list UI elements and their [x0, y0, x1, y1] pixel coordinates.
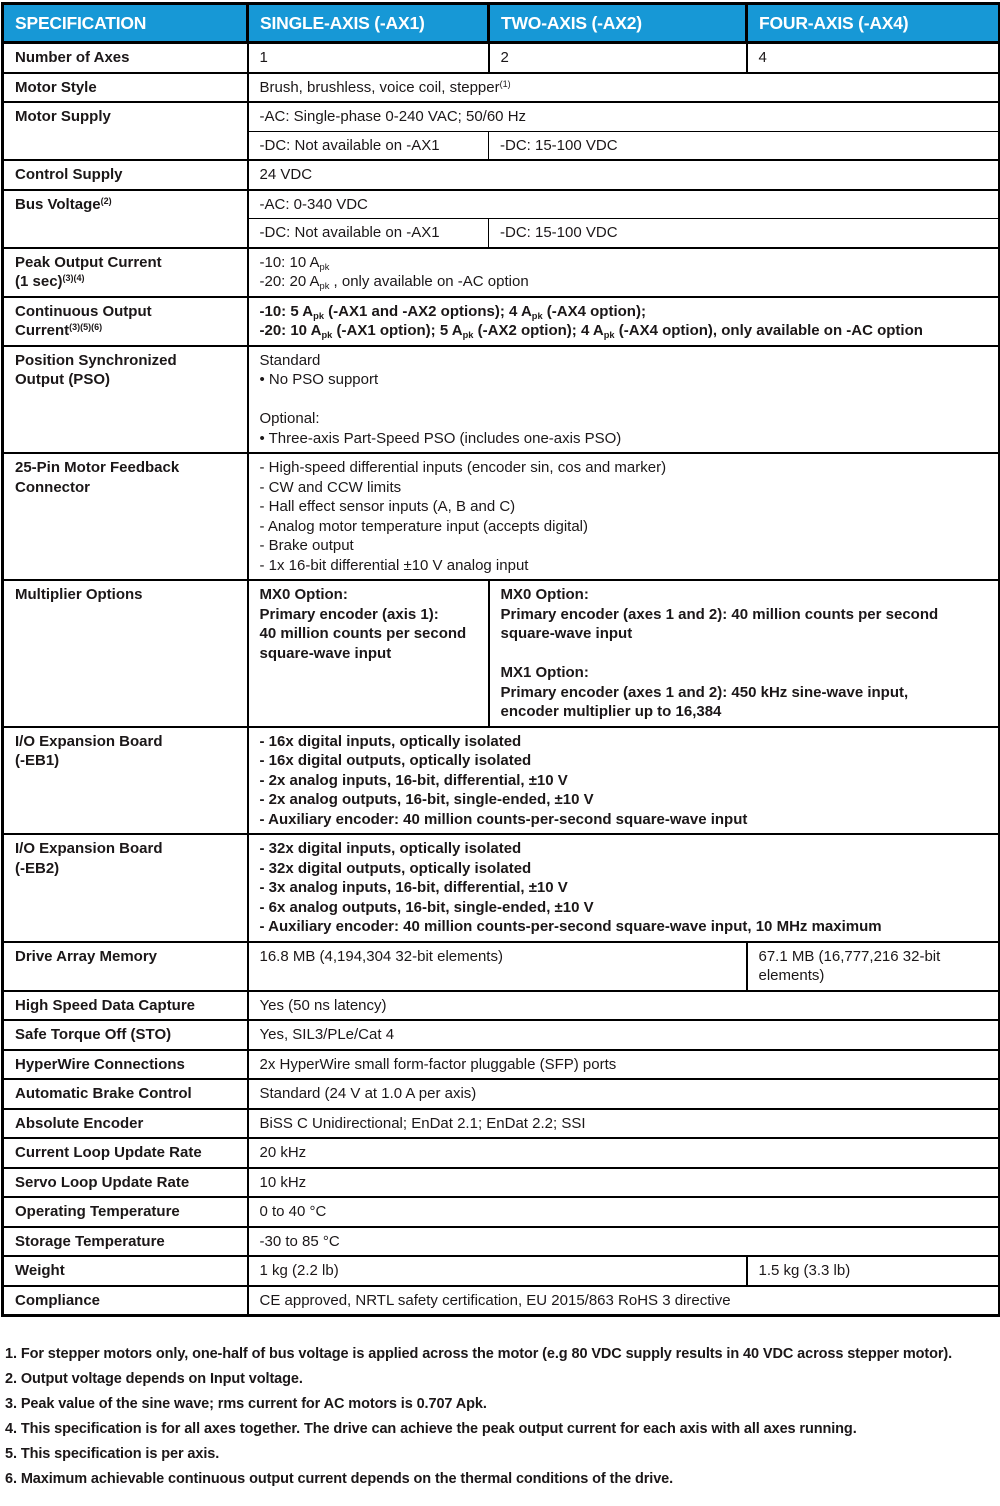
label-servo-loop-update-rate: Servo Loop Update Rate: [3, 1168, 248, 1198]
row-compliance: [3, 1286, 1000, 1316]
value-bus-voltage-ac: -AC: 0-340 VDC: [248, 190, 1000, 219]
value-io-expansion-eb2: - 32x digital inputs, optically isolated - 32x digital outputs, optically isolated - 3x analog inputs, 16-bit, differential, ±10 V - 6x analog outputs, 16-bit, single-ended, ±10 V - Auxiliary encoder: 40 million counts-per-second square-wave input, 10 MHz maximum: [248, 834, 1000, 942]
label-safe-torque-off: Safe Torque Off (STO): [3, 1020, 248, 1050]
label-absolute-encoder: Absolute Encoder: [3, 1109, 248, 1139]
row-current-loop-update-rate: [3, 1138, 1000, 1168]
value-hyperwire-connections: 2x HyperWire small form-factor pluggable (SFP) ports: [248, 1050, 1000, 1080]
value-bus-voltage-dc-ax1: -DC: Not available on -AX1: [248, 219, 489, 248]
label-automatic-brake-control: Automatic Brake Control: [3, 1079, 248, 1109]
row-servo-loop-update-rate: [3, 1168, 1000, 1198]
header-row: [3, 4, 1000, 43]
row-high-speed-data-capture: [3, 991, 1000, 1021]
row-multiplier-options: [3, 580, 1000, 727]
footnote-4: 4. This specification is for all axes together. The drive can achieve the peak output current for each axis with all axes running.: [5, 1421, 857, 1437]
footnote-3: 3. Peak value of the sine wave; rms current for AC motors is 0.707 Apk.: [5, 1396, 487, 1412]
label-control-supply: Control Supply: [3, 160, 248, 190]
header-single-axis: SINGLE-AXIS (-AX1): [248, 4, 489, 43]
value-motor-supply-dc-rest: -DC: 15-100 VDC: [489, 131, 1000, 160]
value-motor-style: Brush, brushless, voice coil, stepper$^{(1)}$: [248, 73, 1000, 103]
value-weight-ax12: 1 kg (2.2 lb): [248, 1256, 747, 1286]
label-drive-array-memory: Drive Array Memory: [3, 942, 248, 991]
header-two-axis: TWO-AXIS (-AX2): [489, 4, 747, 43]
value-bus-voltage-dc-rest: -DC: 15-100 VDC: [489, 219, 1000, 248]
label-multiplier-options: Multiplier Options: [3, 580, 248, 727]
row-bus-voltage-ac: [3, 190, 1000, 219]
row-storage-temperature: [3, 1227, 1000, 1257]
label-feedback-connector: 25-Pin Motor Feedback Connector: [3, 453, 248, 580]
value-absolute-encoder: BiSS C Unidirectional; EnDat 2.1; EnDat 2.2; SSI: [248, 1109, 1000, 1139]
label-high-speed-data-capture: High Speed Data Capture: [3, 991, 248, 1021]
label-compliance: Compliance: [3, 1286, 248, 1316]
value-number-of-axes-ax4: 4: [747, 43, 1000, 73]
row-feedback-connector: [3, 453, 1000, 580]
footnote-5: 5. This specification is per axis.: [5, 1446, 220, 1462]
row-motor-style: [3, 73, 1000, 103]
value-servo-loop-update-rate: 10 kHz: [248, 1168, 1000, 1198]
row-io-expansion-eb2: [3, 834, 1000, 942]
label-storage-temperature: Storage Temperature: [3, 1227, 248, 1257]
footnote-1: 1. For stepper motors only, one-half of bus voltage is applied across the motor (e.g 80 VDC supply results in 40 VDC across stepper motor).: [5, 1346, 953, 1362]
label-continuous-output-current: Continuous Output Current$^{(3)(5)(6)}$: [3, 297, 248, 346]
row-control-supply: [3, 160, 1000, 190]
value-high-speed-data-capture: Yes (50 ns latency): [248, 991, 1000, 1021]
value-peak-output-current: -10: 10 $A_{pk}$ -20: 20 $A_{pk}$ , only available on -AC option: [248, 248, 1000, 297]
row-hyperwire-connections: [3, 1050, 1000, 1080]
value-multiplier-options-ax1: MX0 Option: Primary encoder (axis 1): 40 million counts per second square-wave input: [248, 580, 489, 727]
row-safe-torque-off: [3, 1020, 1000, 1050]
row-drive-array-memory: [3, 942, 1000, 991]
row-peak-output-current: [3, 248, 1000, 297]
label-io-expansion-eb2: I/O Expansion Board (-EB2): [3, 834, 248, 942]
value-motor-supply-ac: -AC: Single-phase 0-240 VAC; 50/60 Hz: [248, 102, 1000, 131]
row-io-expansion-eb1: [3, 727, 1000, 835]
label-bus-voltage: Bus Voltage$^{(2)}$: [3, 190, 248, 248]
value-multiplier-options-ax2-ax4: MX0 Option: Primary encoder (axes 1 and 2): 40 million counts per second square-wave input MX1 Option: Primary encoder (axes 1 and 2): 450 kHz sine-wave input, encoder multiplier up to 16,384: [489, 580, 1000, 727]
label-motor-supply: Motor Supply: [3, 102, 248, 160]
label-current-loop-update-rate: Current Loop Update Rate: [3, 1138, 248, 1168]
header-specification: SPECIFICATION: [3, 4, 248, 43]
value-motor-supply-dc-ax1: -DC: Not available on -AX1: [248, 131, 489, 160]
row-motor-supply-ac: [3, 102, 1000, 131]
row-weight: [3, 1256, 1000, 1286]
header-four-axis: FOUR-AXIS (-AX4): [747, 4, 1000, 43]
label-io-expansion-eb1: I/O Expansion Board (-EB1): [3, 727, 248, 835]
value-io-expansion-eb1: - 16x digital inputs, optically isolated - 16x digital outputs, optically isolated - 2x analog inputs, 16-bit, differential, ±10 V - 2x analog outputs, 16-bit, single-ended, ±10 V - Auxiliary encoder: 40 million counts-per-second square-wave input: [248, 727, 1000, 835]
value-operating-temperature: 0 to 40 °C: [248, 1197, 1000, 1227]
value-storage-temperature: -30 to 85 °C: [248, 1227, 1000, 1257]
label-pso: Position Synchronized Output (PSO): [3, 346, 248, 454]
footnote-6: 6. Maximum achievable continuous output current depends on the thermal conditions of the drive.: [5, 1471, 674, 1487]
value-continuous-output-current: -10: 5 $A_{pk}$ (-AX1 and -AX2 options); 4 $A_{pk}$ (-AX4 option); -20: 10 $A_{pk}$ (-AX1 option); 5 $A_{pk}$ (-AX2 option); 4 $A_{pk}$ (-AX4 option), only available on -AC option: [248, 297, 1000, 346]
footnotes: [5, 1342, 1000, 1492]
value-feedback-connector: - High-speed differential inputs (encoder sin, cos and marker) - CW and CCW limits - Hall effect sensor inputs (A, B and C) - Analog motor temperature input (accepts digital) - Brake output - 1x 16-bit differential ±10 V analog input: [248, 453, 1000, 580]
row-absolute-encoder: [3, 1109, 1000, 1139]
label-motor-style: Motor Style: [3, 73, 248, 103]
label-hyperwire-connections: HyperWire Connections: [3, 1050, 248, 1080]
value-drive-array-memory-ax4: 67.1 MB (16,777,216 32-bit elements): [747, 942, 1000, 991]
value-pso: Standard • No PSO support Optional: • Three-axis Part-Speed PSO (includes one-axis PSO): [248, 346, 1000, 454]
label-peak-output-current: Peak Output Current (1 sec)$^{(3)(4)}$: [3, 248, 248, 297]
value-safe-torque-off: Yes, SIL3/PLe/Cat 4: [248, 1020, 1000, 1050]
row-pso: [3, 346, 1000, 454]
value-control-supply: 24 VDC: [248, 160, 1000, 190]
value-compliance: CE approved, NRTL safety certification, EU 2015/863 RoHS 3 directive: [248, 1286, 1000, 1316]
row-automatic-brake-control: [3, 1079, 1000, 1109]
row-continuous-output-current: [3, 297, 1000, 346]
spec-table: [1, 2, 1000, 1317]
value-number-of-axes-ax1: 1: [248, 43, 489, 73]
value-current-loop-update-rate: 20 kHz: [248, 1138, 1000, 1168]
label-weight: Weight: [3, 1256, 248, 1286]
row-number-of-axes: [3, 43, 1000, 73]
value-drive-array-memory-ax12: 16.8 MB (4,194,304 32-bit elements): [248, 942, 747, 991]
label-operating-temperature: Operating Temperature: [3, 1197, 248, 1227]
value-weight-ax4: 1.5 kg (3.3 lb): [747, 1256, 1000, 1286]
footnote-2: 2. Output voltage depends on Input voltage.: [5, 1371, 303, 1387]
value-automatic-brake-control: Standard (24 V at 1.0 A per axis): [248, 1079, 1000, 1109]
row-operating-temperature: [3, 1197, 1000, 1227]
label-number-of-axes: Number of Axes: [3, 43, 248, 73]
value-number-of-axes-ax2: 2: [489, 43, 747, 73]
